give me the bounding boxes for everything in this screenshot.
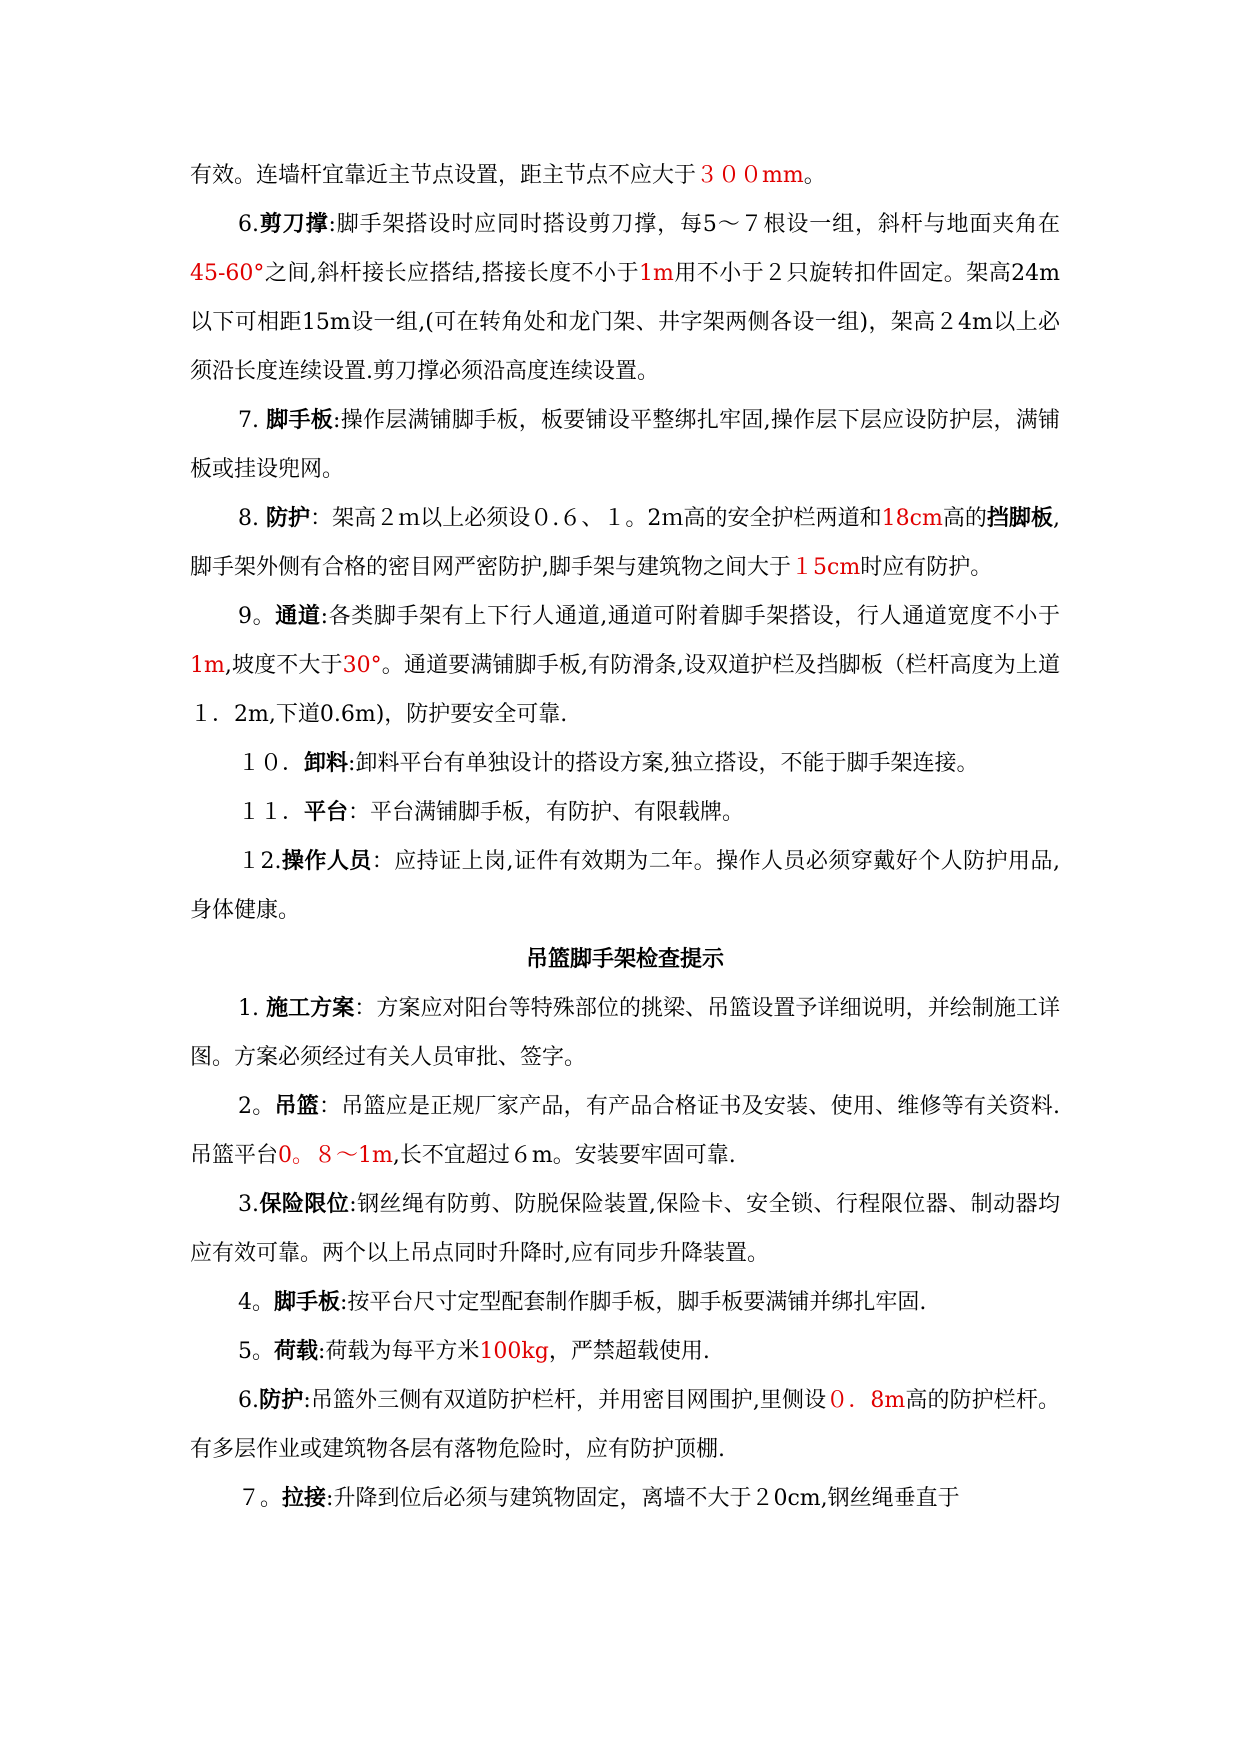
item-9-passage bbox=[190, 592, 1060, 739]
text: 用不小于２只旋转扣件固定。架高24m以下可相距15m设一组,(可在转角处和龙门架、井字架两侧各设一组)，架高２4m以上必须沿长度连续设置.剪刀撑必须沿高度连续设置。 bbox=[190, 261, 1060, 384]
item-number: 3. bbox=[238, 1192, 259, 1217]
item-11-platform bbox=[190, 788, 1060, 837]
item-heading: 吊篮 bbox=[274, 1094, 319, 1119]
item-10-unloading bbox=[190, 739, 1060, 788]
item-heading: 拉接 bbox=[282, 1486, 327, 1511]
highlight-value: ３００mm bbox=[696, 163, 804, 188]
item-12-operators bbox=[190, 837, 1060, 935]
paragraph-continuation bbox=[190, 151, 1060, 200]
text: ,脚手架外侧有合格的密目网严密防护,脚手架与建筑物之间大于 bbox=[190, 506, 1060, 580]
item-1-construction-plan bbox=[190, 984, 1060, 1082]
item-heading: 荷载 bbox=[274, 1339, 319, 1364]
text: 有效。连墙杆宜靠近主节点设置，距主节点不应大于 bbox=[190, 163, 697, 188]
text: 高的 bbox=[942, 506, 987, 531]
section-title: 吊篮脚手架检查提示 bbox=[525, 947, 724, 972]
item-number: 2。 bbox=[238, 1094, 275, 1119]
item-number: 9。 bbox=[238, 604, 276, 629]
text: 之间,斜杆接长应搭结,搭接长度不小于 bbox=[264, 261, 640, 286]
item-heading: 通道 bbox=[275, 604, 321, 629]
item-number: 8. bbox=[238, 506, 259, 531]
item-5-load bbox=[190, 1327, 1060, 1376]
text: ：平台满铺脚手板，有防护、有限载牌。 bbox=[348, 800, 745, 825]
highlight-value: １5cm bbox=[791, 555, 861, 580]
item-heading: 防护 bbox=[266, 506, 311, 531]
highlight-value: 45-60° bbox=[190, 261, 265, 286]
highlight-value: 30° bbox=[342, 653, 382, 678]
text: :升降到位后必须与建筑物固定，离墙不大于２0cm,钢丝绳垂直于 bbox=[326, 1486, 960, 1511]
item-number: ７。 bbox=[238, 1486, 283, 1511]
item-2-hanging-basket bbox=[190, 1082, 1060, 1180]
text: :卸料平台有单独设计的搭设方案,独立搭设，不能于脚手架连接。 bbox=[348, 751, 979, 776]
text: ：应持证上岗,证件有效期为二年。操作人员必须穿戴好个人防护用品,身体健康。 bbox=[190, 849, 1060, 923]
item-3-safety-limit bbox=[190, 1180, 1060, 1278]
text: ,坡度不大于 bbox=[224, 653, 343, 678]
item-7-tie-in bbox=[190, 1474, 1060, 1523]
text: :按平台尺寸定型配套制作脚手板，脚手板要满铺并绑扎牢固. bbox=[340, 1290, 927, 1315]
item-6-protection bbox=[190, 1376, 1060, 1474]
text: 。 bbox=[803, 163, 826, 188]
text: 时应有防护。 bbox=[860, 555, 993, 580]
item-number: 4。 bbox=[238, 1290, 274, 1315]
text: ：方案应对阳台等特殊部位的挑梁、吊篮设置予详细说明，并绘制施工详图。方案必须经过有关人员审批、签字。 bbox=[190, 996, 1060, 1070]
item-number: １０． bbox=[238, 751, 305, 776]
highlight-value: 18cm bbox=[881, 506, 943, 531]
text: 高的防护栏杆。有多层作业或建筑物各层有落物危险时，应有防护顶棚. bbox=[190, 1388, 1060, 1462]
item-number: 7. bbox=[238, 408, 259, 433]
item-heading: 脚手板 bbox=[274, 1290, 341, 1315]
text: :操作层满铺脚手板，板要铺设平整绑扎牢固,操作层下层应设防护层，满铺板或挂设兜网。 bbox=[190, 408, 1060, 482]
document-body bbox=[190, 151, 1060, 1523]
item-number: 6. bbox=[238, 212, 259, 237]
item-heading: 剪刀撑 bbox=[259, 212, 329, 237]
text: ：架高２ｍ以上必须设０.６、１。2ｍ高的安全护栏两道和 bbox=[310, 506, 882, 531]
item-6-scissor-brace bbox=[190, 200, 1060, 396]
item-4-scaffold-board bbox=[190, 1278, 1060, 1327]
text: :脚手架搭设时应同时搭设剪刀撑，每5～７根设一组，斜杆与地面夹角在 bbox=[328, 212, 1060, 237]
highlight-value: 0。８～1m bbox=[278, 1143, 393, 1168]
item-heading: 保险限位 bbox=[259, 1192, 350, 1217]
item-heading: 平台 bbox=[304, 800, 349, 825]
item-7-scaffold-board bbox=[190, 396, 1060, 494]
item-heading: 脚手板 bbox=[266, 408, 334, 433]
item-heading: 挡脚板 bbox=[986, 506, 1053, 531]
item-heading: 卸料 bbox=[304, 751, 349, 776]
text: :钢丝绳有防剪、防脱保险装置,保险卡、安全锁、行程限位器、制动器均应有效可靠。两个以上吊点同时升降时,应有同步升降装置。 bbox=[190, 1192, 1060, 1266]
item-number: 6. bbox=[238, 1388, 259, 1413]
item-heading: 操作人员 bbox=[281, 849, 372, 874]
highlight-value: ０．8m bbox=[826, 1388, 906, 1413]
text: :各类脚手架有上下行人通道,通道可附着脚手架搭设，行人通道宽度不小于 bbox=[320, 604, 1060, 629]
text: 。通道要满铺脚手板,有防滑条,设双道护栏及挡脚板（栏杆高度为上道１．2m,下道0.6m)，防护要安全可靠. bbox=[190, 653, 1060, 727]
text: ，严禁超载使用. bbox=[548, 1339, 710, 1364]
item-heading: 施工方案 bbox=[266, 996, 355, 1021]
text: ：吊篮应是正规厂家产品，有产品合格证书及安装、使用、维修等有关资料.吊篮平台 bbox=[190, 1094, 1060, 1168]
item-number: 5。 bbox=[238, 1339, 274, 1364]
text: ,长不宜超过６m。安装要牢固可靠. bbox=[392, 1143, 736, 1168]
item-heading: 防护 bbox=[259, 1388, 304, 1413]
text: :荷载为每平方米 bbox=[318, 1339, 480, 1364]
highlight-value: 100kg bbox=[479, 1339, 549, 1364]
item-number: １2. bbox=[238, 849, 282, 874]
item-number: 1. bbox=[238, 996, 259, 1021]
item-8-protection bbox=[190, 494, 1060, 592]
item-number: １１． bbox=[238, 800, 305, 825]
highlight-value: 1m bbox=[639, 261, 674, 286]
highlight-value: 1m bbox=[190, 653, 225, 678]
text: :吊篮外三侧有双道防护栏杆，并用密目网围护,里侧设 bbox=[303, 1388, 827, 1413]
